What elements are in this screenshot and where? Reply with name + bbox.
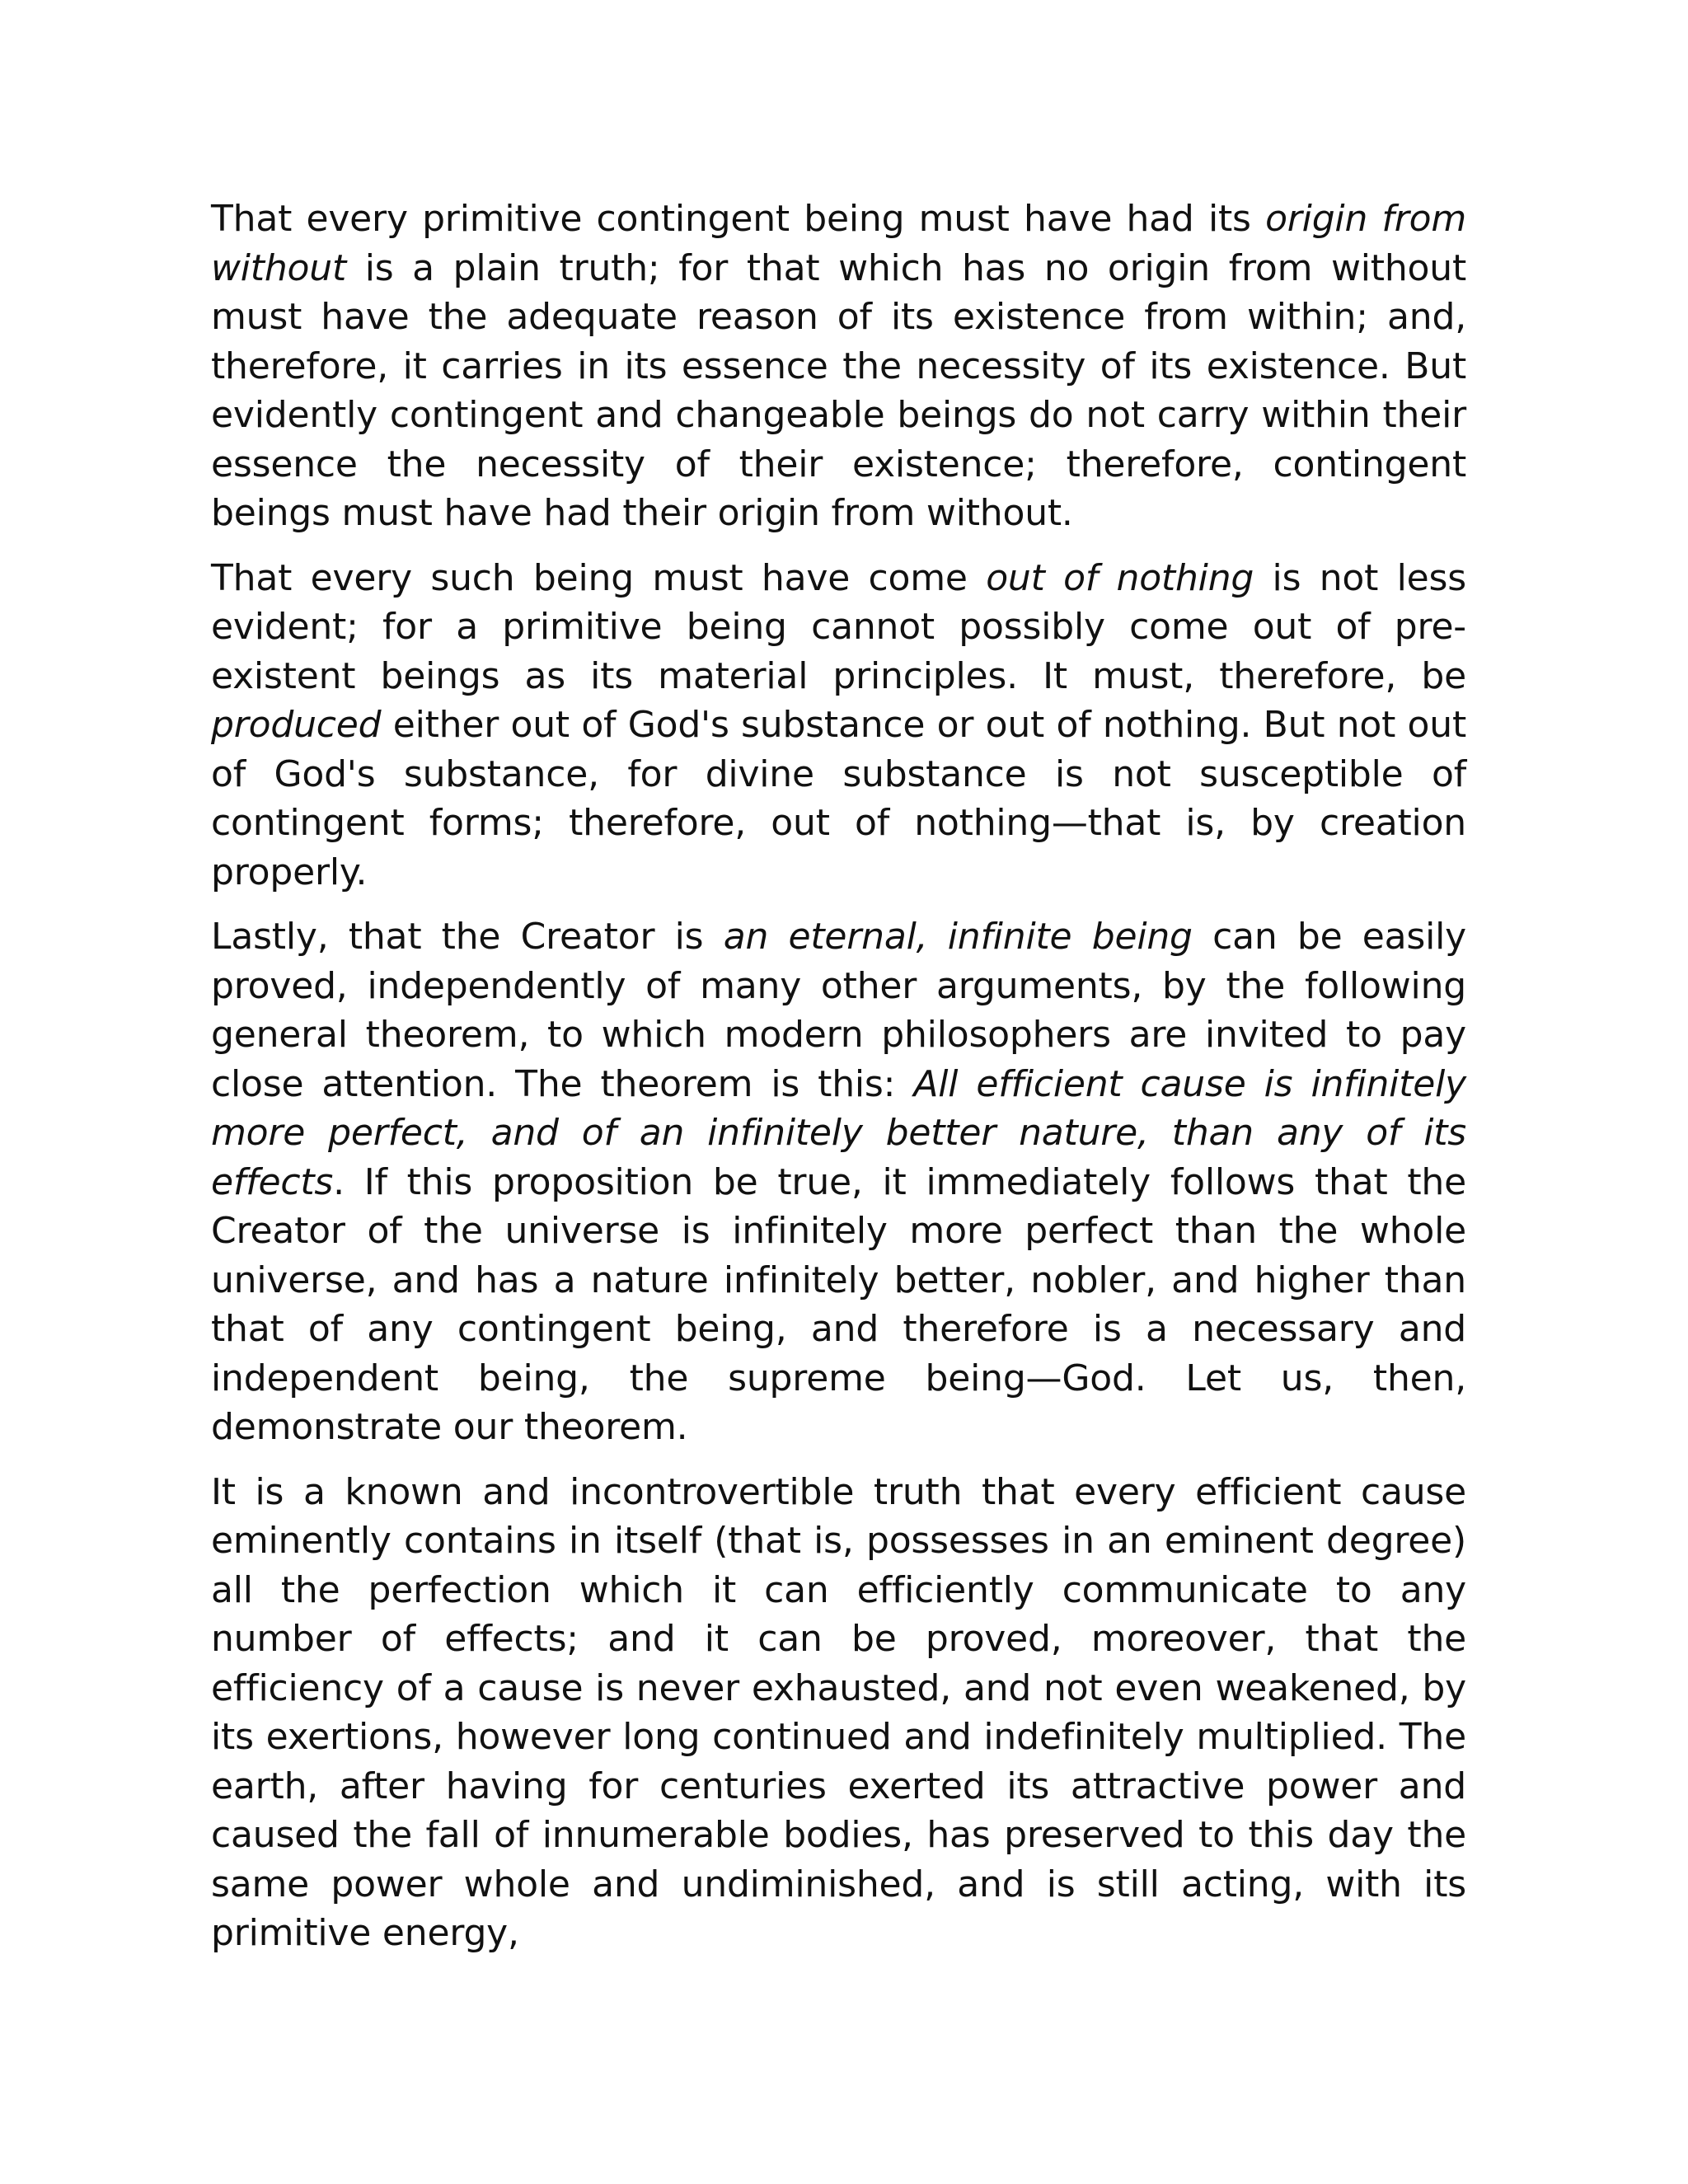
italic-theorem: All efficient cause is infinitely more perfect, and of an infinitely better nature, than any of its effects <box>211 1062 1466 1203</box>
paragraph-1 <box>211 194 1466 538</box>
paragraph-text: That every such being must have come <box>211 556 987 599</box>
paragraph-text: can be easily proved, independently of many other arguments, by the following general theorem, to which modern philosophers are invited to pay close attention. The theorem is this: <box>211 916 1467 1105</box>
paragraph-2 <box>211 554 1466 898</box>
paragraph-text: That every primitive contingent being must have had its <box>211 198 1266 240</box>
italic-phrase: out of nothing <box>986 556 1254 599</box>
paragraph-text: either out of God's substance or out of nothing. But not out of God's substance, for divine substance is not susceptible of contingent forms; therefore, out of nothing—that is, by creation properly. <box>211 704 1466 893</box>
paragraph-text: It is a known and incontrovertible truth that every efficient cause eminently contains in itself (that is, possesses in an eminent degree) all the perfection which it can efficiently communicate to any number of effects; and it can be proved, moreover, that the efficiency of a cause is never exhausted, and not even weakened, by its exertions, however long continued and indefinitely multiplied. The earth, after having for centuries exerted its attractive power and caused the fall of innumerable bodies, has preserved to this day the same power whole and undiminished, and is still acting, with its primitive energy, <box>211 1470 1466 1954</box>
paragraph-3 <box>211 912 1466 1452</box>
paragraph-text: . If this proposition be true, it immediately follows that the Creator of the universe is infinitely more perfect than the whole universe, and has a nature infinitely better, nobler, and higher than that of any contingent being, and therefore is a necessary and independent being, the supreme being—God. Let us, then, demonstrate our theorem. <box>211 1160 1466 1448</box>
italic-phrase: an eternal, infinite being <box>723 916 1193 958</box>
italic-phrase: origin from without <box>211 198 1466 289</box>
paragraph-4 <box>211 1468 1466 1958</box>
paragraph-text: is a plain truth; for that which has no origin from without must have the adequate reason of its existence from within; and, therefore, it carries in its essence the necessity of its existence. But evidently contingent and changeable beings do not carry within their essence the necessity of their existence; therefore, contingent beings must have had their origin from without. <box>211 246 1466 534</box>
paragraph-text: Lastly, that the Creator is <box>211 916 724 958</box>
paragraph-text: is not less evident; for a primitive being cannot possibly come out of pre-existent beings as its material principles. It must, therefore, be <box>211 556 1466 697</box>
italic-phrase: produced <box>211 704 382 746</box>
body-text <box>211 194 1466 1958</box>
